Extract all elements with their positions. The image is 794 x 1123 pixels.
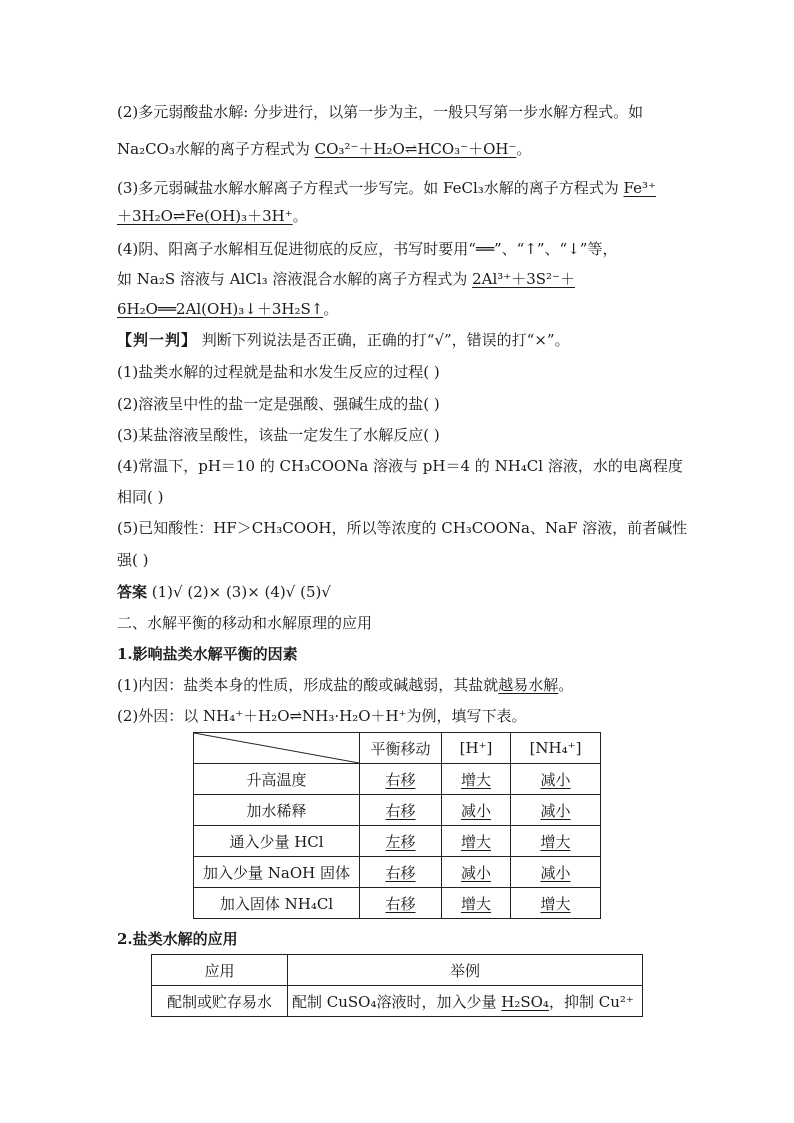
text-line — [117, 206, 308, 226]
text-line — [117, 518, 687, 538]
line-text: 。 — [516, 140, 532, 158]
line-text: (2)多元弱酸盐水解: 分步进行，以第一步为主，一般只写第一步水解方程式。如 — [117, 103, 644, 121]
shift-cell: 右移 — [385, 770, 416, 789]
example-cell — [288, 986, 643, 1017]
line-text: 。 — [558, 676, 574, 694]
line-text: 。 — [323, 300, 339, 318]
text-line — [117, 269, 575, 289]
condition-cell: 加水稀释 — [194, 795, 360, 826]
answer-label: 答案 — [117, 583, 148, 601]
text-line — [117, 456, 683, 476]
subsection-heading — [117, 929, 238, 949]
answer-blank: Fe³⁺ — [623, 179, 656, 197]
answer-blank: CO₃²⁻＋H₂O⇌HCO₃⁻＋OH⁻ — [314, 140, 517, 158]
table-header-row — [194, 733, 601, 764]
shift-cell: 右移 — [385, 801, 416, 820]
text-line — [117, 582, 331, 602]
text-line — [117, 362, 440, 382]
line-text: 判断下列说法是否正确，正确的打“√”，错误的打“×”。 — [197, 331, 570, 349]
question-4-cont: 相同( ) — [117, 488, 164, 506]
question-2: (2)溶液呈中性的盐一定是强酸、强碱生成的盐( ) — [117, 395, 440, 413]
line-text: Na₂CO₃水解的离子方程式为 — [117, 140, 315, 158]
header-h: [H⁺] — [442, 733, 511, 764]
line-text: 如 Na₂S 溶液与 AlCl₃ 溶液混合水解的离子方程式为 — [117, 270, 473, 288]
table-row — [194, 795, 601, 826]
heading-text: 二、水解平衡的移动和水解原理的应用 — [117, 614, 373, 632]
answer-blank: H₂SO₄ — [501, 992, 549, 1011]
nh4-cell: 减小 — [540, 801, 571, 820]
question-4: (4)常温下，pH＝10 的 CH₃COONa 溶液与 pH＝4 的 NH₄Cl 溶液，水的电离程度 — [117, 457, 683, 475]
text-line — [117, 706, 527, 726]
nh4-cell: 减小 — [540, 863, 571, 882]
table-header-row — [152, 955, 643, 986]
condition-cell: 加入固体 NH₄Cl — [194, 888, 360, 919]
line-text: (1)内因：盐类本身的性质，形成盐的酸或碱越弱，其盐就 — [117, 676, 499, 694]
h-cell: 增大 — [460, 770, 491, 789]
answer-blank: 越易水解 — [498, 676, 559, 694]
condition-cell: 加入少量 NaOH 固体 — [194, 857, 360, 888]
h-cell: 减小 — [460, 863, 491, 882]
table-row — [194, 826, 601, 857]
subsection-heading — [117, 644, 298, 664]
applications-table — [151, 954, 643, 1017]
table-row — [152, 986, 643, 1017]
heading-text: 1.影响盐类水解平衡的因素 — [117, 645, 298, 663]
text-line — [117, 139, 531, 159]
text-line — [117, 487, 163, 507]
answer-blank: 2Al³⁺＋3S²⁻＋ — [472, 270, 575, 288]
text-line — [117, 675, 573, 695]
example-text: ，抑制 Cu²⁺ — [548, 992, 634, 1011]
table-row — [194, 764, 601, 795]
h-cell: 减小 — [460, 801, 491, 820]
text-line — [117, 394, 440, 414]
answer-blank: ＋3H₂O⇌Fe(OH)₃＋3H⁺ — [117, 207, 293, 225]
question-5-cont: 强( ) — [117, 551, 149, 569]
text-line — [117, 425, 440, 445]
header-example: 举例 — [288, 955, 643, 986]
shift-cell: 左移 — [385, 832, 416, 851]
h-cell: 增大 — [460, 832, 491, 851]
heading-text: 2.盐类水解的应用 — [117, 930, 238, 948]
question-3: (3)某盐溶液呈酸性，该盐一定发生了水解反应( ) — [117, 426, 440, 444]
nh4-cell: 增大 — [540, 832, 571, 851]
section-tag: 【判一判】 — [117, 331, 198, 349]
text-line — [117, 102, 643, 122]
header-nh4: [NH₄⁺] — [511, 733, 601, 764]
application-cell: 配制或贮存易水 — [152, 986, 288, 1017]
factors-table — [193, 732, 601, 919]
table-row — [194, 857, 601, 888]
table-row — [194, 888, 601, 919]
diagonal-header-cell — [194, 733, 360, 764]
shift-cell: 右移 — [385, 863, 416, 882]
question-1: (1)盐类水解的过程就是盐和水发生反应的过程( ) — [117, 363, 440, 381]
shift-cell: 右移 — [385, 894, 416, 913]
header-application: 应用 — [152, 955, 288, 986]
section-heading — [117, 613, 372, 633]
line-text: (2)外因：以 NH₄⁺＋H₂O⇌NH₃·H₂O＋H⁺为例，填写下表。 — [117, 707, 527, 725]
text-line — [117, 178, 656, 198]
header-shift: 平衡移动 — [360, 733, 442, 764]
line-text: 。 — [292, 207, 308, 225]
condition-cell: 升高温度 — [194, 764, 360, 795]
answer-blank: 6H₂O══2Al(OH)₃↓＋3H₂S↑ — [117, 300, 324, 318]
question-5: (5)已知酸性：HF＞CH₃COOH，所以等浓度的 CH₃COONa、NaF 溶液，前者碱性 — [117, 519, 688, 537]
line-text: (3)多元弱碱盐水解水解离子方程式一步写完。如 FeCl₃水解的离子方程式为 — [117, 179, 624, 197]
text-line — [117, 299, 338, 319]
diagonal-line — [194, 733, 359, 763]
text-line — [117, 239, 617, 259]
h-cell: 增大 — [460, 894, 491, 913]
answer-text: (1)√ (2)× (3)× (4)√ (5)√ — [147, 583, 331, 601]
line-text: (4)阴、阳离子水解相互促进彻底的反应，书写时要用“══”、“↑”、“↓”等， — [117, 240, 618, 258]
nh4-cell: 减小 — [540, 770, 571, 789]
text-line — [117, 550, 148, 570]
example-text: 配制 CuSO₄溶液时，加入少量 — [292, 992, 502, 1011]
nh4-cell: 增大 — [540, 894, 571, 913]
text-line — [117, 330, 570, 350]
condition-cell: 通入少量 HCl — [194, 826, 360, 857]
